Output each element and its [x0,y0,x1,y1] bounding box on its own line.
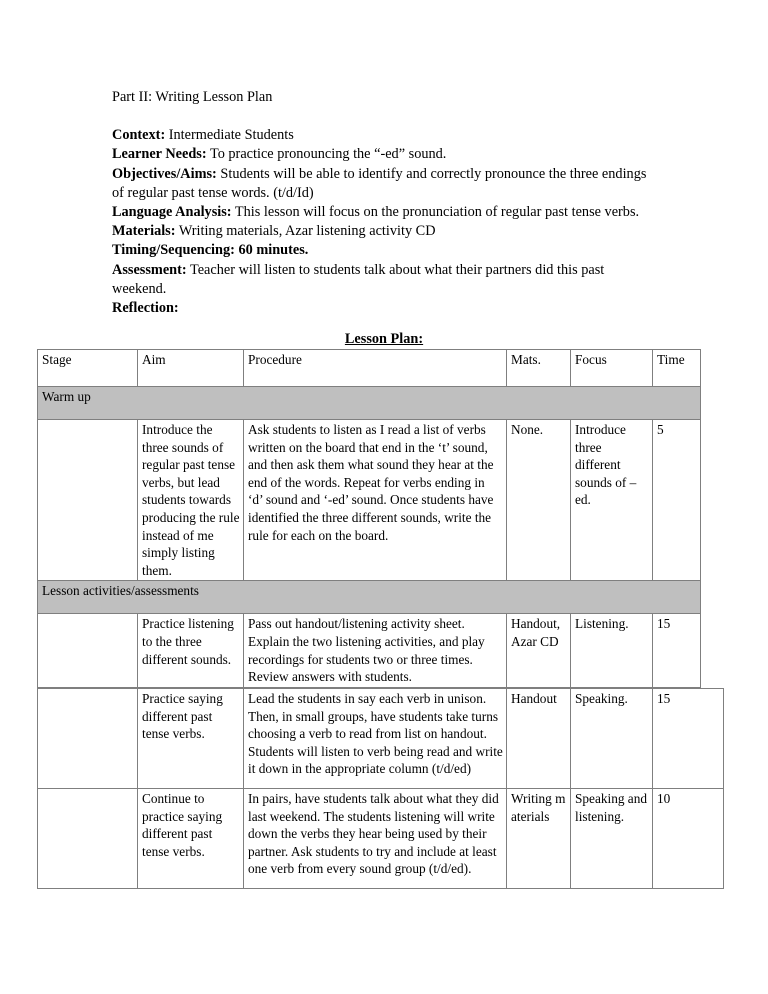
cell-procedure: Ask students to listen as I read a list of verbs written on the board that end in the ‘t’ sound, and then ask them what sound they hear at the end of the words. Repeat for verbs ending in ‘d’ sound and ‘-ed’ sound. Once students have identified the three different sounds, write the rule for each on the board. [244,420,507,581]
lesson-plan-table-lower [37,688,724,889]
field-reflection-label: Reflection: [112,300,179,317]
field-timing-sequencing [112,241,648,260]
cell-time: 5 [653,420,701,581]
field-learner-needs-label: Learner Needs: [112,146,207,163]
field-materials [112,222,648,241]
field-objectives-aims [112,165,648,203]
field-language-analysis-label: Language Analysis: [112,204,232,221]
cell-time: 15 [653,689,724,789]
column-header-focus: Focus [571,350,653,387]
section-band-warm-up-label: Warm up [38,387,701,420]
column-header-aim: Aim [138,350,244,387]
part-title: Part II: Writing Lesson Plan [112,89,273,105]
table-row [38,614,701,687]
cell-procedure: Lead the students in say each verb in unison. Then, in small groups, have students take turns choosing a verb to read from list on handout. Students will listen to verb being read and write it down in the appropriate column (t/d/ed) [244,689,507,789]
field-context-label: Context: [112,127,166,144]
cell-mats: None. [507,420,571,581]
table-row [38,420,701,581]
field-context [112,126,648,145]
cell-stage [38,789,138,889]
field-language-analysis [112,203,648,222]
table-row [38,789,724,889]
cell-procedure: Pass out handout/listening activity sheet. Explain the two listening activities, and play recordings for students two or three times. Review answers with students. [244,614,507,687]
section-band-lesson-activities-label: Lesson activities/assessments [38,581,701,614]
cell-focus: Listening. [571,614,653,687]
column-header-mats: Mats. [507,350,571,387]
cell-procedure: In pairs, have students talk about what they did last weekend. The students listening will write down the verbs they hear being used by their partner. Ask students to try and include at least one verb from every sound group (t/d/ed). [244,789,507,889]
field-objectives-aims-label: Objectives/Aims: [112,165,217,182]
cell-time: 10 [653,789,724,889]
section-band-lesson-activities [38,581,701,614]
field-assessment-label: Assessment: [112,261,187,278]
field-context-value: Intermediate Students [165,127,294,144]
field-objectives-aims-value: Students will be able to identify and correctly pronounce the three endings of regular past tense words. (t/d/Id) [112,165,647,201]
cell-mats: Handout, Azar CD [507,614,571,687]
table-row [38,689,724,789]
field-materials-label: Materials: [112,223,176,240]
cell-focus: Speaking. [571,689,653,789]
field-timing-sequencing-value: 60 minutes. [234,242,309,259]
lesson-plan-header-block [112,88,648,318]
field-language-analysis-value: This lesson will focus on the pronunciation of regular past tense verbs. [231,204,640,221]
cell-time: 15 [653,614,701,687]
table-header-row [38,350,701,387]
field-learner-needs-value: To practice pronouncing the “-ed” sound. [206,146,447,163]
lesson-plan-table-caption: Lesson Plan: [344,331,424,347]
cell-stage [38,420,138,581]
cell-aim: Practice listening to the three different sounds. [138,614,244,687]
column-header-time: Time [653,350,701,387]
column-header-stage: Stage [38,350,138,387]
column-header-procedure: Procedure [244,350,507,387]
cell-aim: Continue to practice saying different past tense verbs. [138,789,244,889]
cell-mats: Handout [507,689,571,789]
cell-mats: Writing materials [507,789,571,889]
field-learner-needs [112,145,648,164]
field-assessment-value: Teacher will listen to students talk about what their partners did this past weekend. [112,261,605,297]
cell-stage [38,614,138,687]
field-materials-value: Writing materials, Azar listening activity CD [175,223,436,240]
section-band-warm-up [38,387,701,420]
cell-aim: Practice saying different past tense verbs. [138,689,244,789]
cell-focus: Introduce three different sounds of –ed. [571,420,653,581]
cell-aim: Introduce the three sounds of regular past tense verbs, but lead students towards producing the rule instead of me simply listing them. [138,420,244,581]
field-timing-sequencing-label: Timing/Sequencing: [112,242,235,259]
cell-focus: Speaking and listening. [571,789,653,889]
field-reflection [112,299,648,318]
field-assessment [112,261,648,299]
lesson-plan-table [37,349,701,688]
cell-stage [38,689,138,789]
